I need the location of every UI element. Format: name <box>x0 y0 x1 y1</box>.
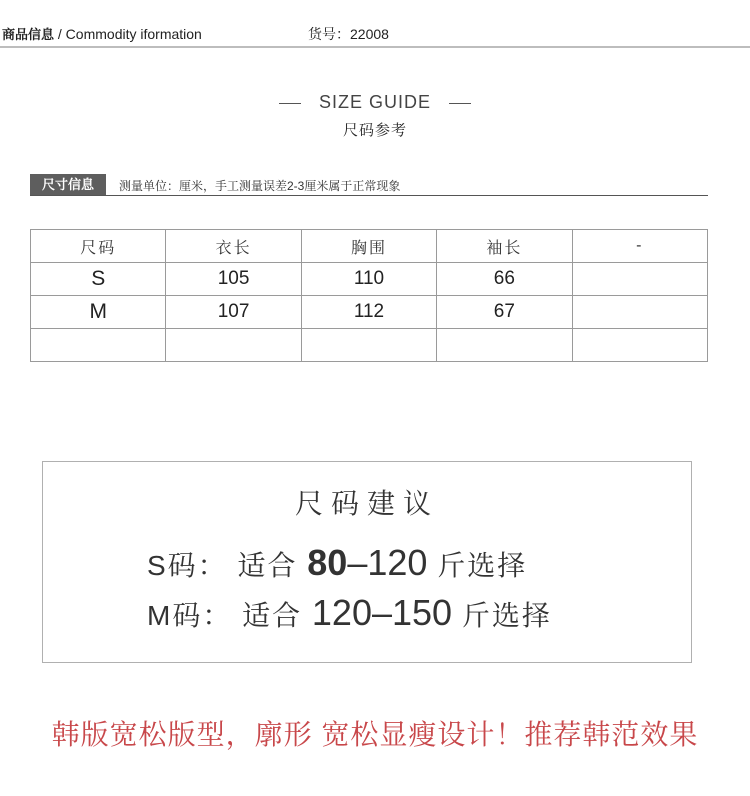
measurement-note: 测量单位：厘米，手工测量误差2-3厘米属于正常现象 <box>119 179 401 193</box>
advice-range-to: –150 <box>371 592 453 633</box>
heading-dash-left <box>279 103 301 104</box>
advice-suffix: 斤选择 <box>437 550 528 581</box>
table-cell: 105 <box>166 263 301 296</box>
size-table <box>30 229 708 362</box>
header-title <box>2 24 202 43</box>
header-title-en: / Commodity iformation <box>57 26 202 42</box>
size-advice-line-m <box>147 592 552 634</box>
table-cell <box>166 329 301 362</box>
size-advice-box <box>42 461 692 663</box>
size-guide-title: SIZE GUIDE <box>318 92 431 112</box>
header-extra: - <box>572 230 707 263</box>
table-cell <box>437 329 572 362</box>
advice-size: M码： <box>147 600 233 631</box>
table-cell <box>572 329 707 362</box>
table-cell <box>301 329 436 362</box>
size-guide-heading <box>0 92 750 113</box>
table-row <box>31 329 708 362</box>
size-guide-subtitle: 尺码参考 <box>342 122 407 139</box>
table-header-row <box>31 230 708 263</box>
header-size: 尺码 <box>31 230 166 263</box>
advice-range-from: 80 <box>307 542 348 583</box>
table-cell: 110 <box>301 263 436 296</box>
sku-number: 货号：22008 <box>308 26 389 42</box>
advice-prefix: 适合 <box>237 550 298 581</box>
table-cell: S <box>31 263 166 296</box>
advice-range-from: 120 <box>311 592 372 633</box>
advice-prefix: 适合 <box>242 600 303 631</box>
header-chest: 胸围 <box>301 230 436 263</box>
table-cell <box>572 296 707 329</box>
table-cell: M <box>31 296 166 329</box>
table-cell: 107 <box>166 296 301 329</box>
header-title-cn: 商品信息 <box>2 27 55 42</box>
size-info-divider <box>30 195 708 196</box>
header-sleeve: 袖长 <box>437 230 572 263</box>
header-length: 衣长 <box>166 230 301 263</box>
advice-size: S码： <box>147 550 228 581</box>
heading-dash-right <box>449 103 471 104</box>
size-info-label: 尺寸信息 <box>30 174 106 196</box>
advice-range-to: –120 <box>347 542 428 583</box>
advice-suffix: 斤选择 <box>461 600 552 631</box>
header-bar <box>0 22 750 48</box>
table-cell: 67 <box>437 296 572 329</box>
size-advice-title: 尺码建议 <box>294 488 439 519</box>
size-advice-line-s <box>147 542 527 584</box>
table-cell: 66 <box>437 263 572 296</box>
table-row <box>31 296 708 329</box>
promo-tagline: 韩版宽松版型，廓形 宽松显瘦设计！推荐韩范效果 <box>51 719 699 750</box>
table-row <box>31 263 708 296</box>
header-divider <box>0 46 750 48</box>
table-cell <box>572 263 707 296</box>
table-cell: 112 <box>301 296 436 329</box>
table-cell <box>31 329 166 362</box>
